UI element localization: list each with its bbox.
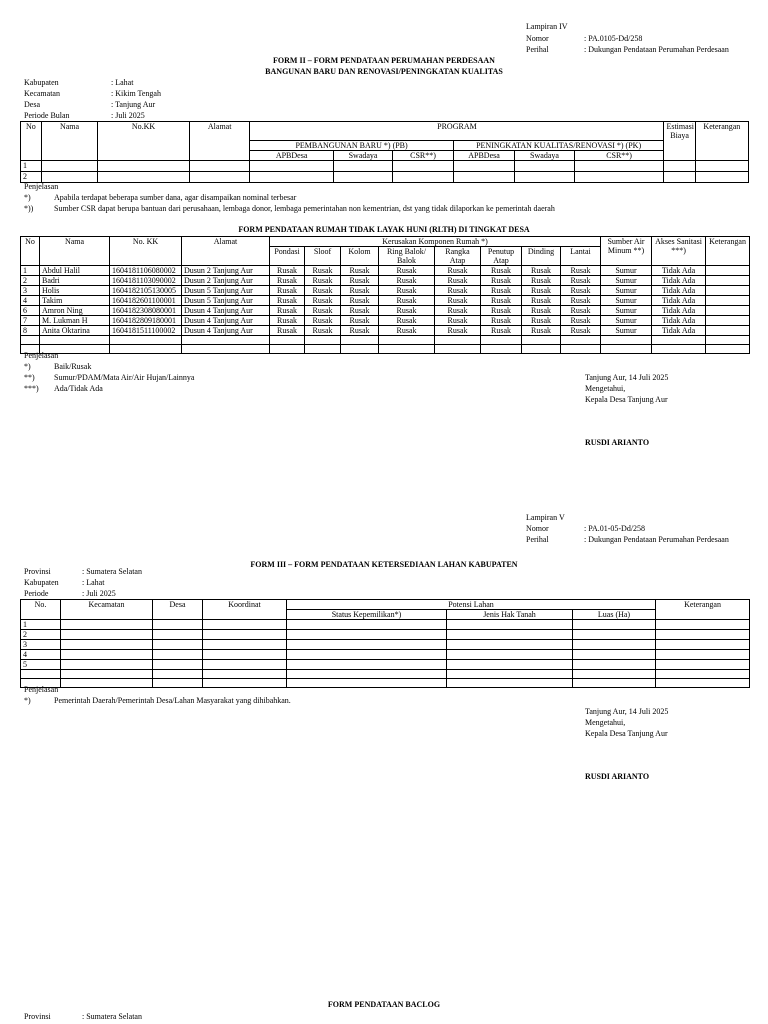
col-nokk: No. KK [110,237,182,266]
cell-lantai: Rusak [561,296,601,306]
cell-rangka-atap: Rusak [435,316,481,326]
info-label: Provinsi [24,567,51,576]
col-jenis-hak-tanah: Jenis Hak Tanah [447,610,573,620]
info-value: : Lahat [111,78,134,87]
table-row [21,266,750,276]
cell-keterangan [706,316,750,326]
cell-dinding: Rusak [522,316,561,326]
form-iii-body [21,620,750,688]
cell-rangka-atap: Rusak [435,276,481,286]
row-alamat: Dusun 5 Tanjung Aur [182,296,270,306]
row-alamat: Dusun 2 Tanjung Aur [182,276,270,286]
cell-akses-sanitasi: Tidak Ada [652,276,706,286]
row-nama: M. Lukman H [40,316,110,326]
form-iii-title: FORM III – FORM PENDATAAN KETERSEDIAAN LAHAN KABUPATEN [250,560,518,569]
col-pb: PEMBANGUNAN BARU *) (PB) [250,141,453,151]
info-value: : Juli 2025 [82,589,116,598]
lampiran-iv-perihal [526,45,766,55]
cell-akses-sanitasi: Tidak Ada [652,326,706,336]
form-iii-periode [24,589,224,599]
info-value: : Lahat [82,578,105,587]
cell-kolom: Rusak [341,286,379,296]
lampiran-v-nomor [526,524,766,534]
col-lantai: Lantai [561,247,601,266]
cell-sloof: Rusak [305,326,341,336]
rtlh-title: FORM PENDATAAN RUMAH TIDAK LAYAK HUNI (RLTH) DI TINGKAT DESA [238,225,530,234]
form-iii-sign-mengetahui: Mengetahui, [585,718,626,727]
row-no: 2 [21,630,61,640]
cell-lantai: Rusak [561,306,601,316]
row-no: 7 [21,316,40,326]
form-ii-desa [24,100,224,110]
row-no: 1 [21,266,40,276]
form-iii-table [20,599,750,688]
col-desa: Desa [153,600,203,620]
note-mark: *) [24,696,31,705]
form-ii-kabupaten [24,78,224,88]
col-nama: Nama [41,122,97,161]
cell-penutup-atap: Rusak [481,296,522,306]
cell-keterangan [706,286,750,296]
perihal-value: : Dukungan Pendataan Perumahan Perdesaan [584,45,729,54]
table-row [21,316,750,326]
col-keterangan: Keterangan [695,122,748,161]
col-kecamatan: Kecamatan [61,600,153,620]
col-pk-swadaya: Swadaya [515,151,574,161]
rtlh-sign-role: Kepala Desa Tanjung Aur [585,395,668,404]
row-nama: Abdul Halil [40,266,110,276]
baclog-provinsi [24,1012,224,1022]
cell-dinding: Rusak [522,266,561,276]
col-pondasi: Pondasi [270,247,305,266]
rtlh-body [21,266,750,354]
row-nama: Takim [40,296,110,306]
info-value: : Sumatera Selatan [82,567,142,576]
table-row [21,326,750,336]
table-row [21,679,750,688]
cell-rangka-atap: Rusak [435,286,481,296]
form-ii-note [24,193,724,203]
col-no: No [21,237,40,266]
cell-penutup-atap: Rusak [481,306,522,316]
lampiran-v-perihal [526,535,766,545]
row-no: 1 [21,161,42,172]
nomor-value: : PA.0105-Dd/258 [584,34,643,43]
row-no: 8 [21,326,40,336]
form-ii-title: FORM II – FORM PENDATAAN PERUMAHAN PERDESAAN [273,56,495,65]
col-akses-sanitasi: Akses Sanitasi ***) [652,237,706,266]
baclog-title: FORM PENDATAAN BACLOG [327,1000,441,1009]
cell-ring-balok: Rusak [379,306,435,316]
col-kerusakan: Kerusakan Komponen Rumah *) [270,237,601,247]
cell-dinding: Rusak [522,276,561,286]
cell-keterangan [706,326,750,336]
row-nokk: 1604181511100002 [110,326,182,336]
info-value: : Juli 2025 [111,111,145,120]
col-nama: Nama [40,237,110,266]
table-row [21,276,750,286]
info-label: Provinsi [24,1012,51,1021]
cell-dinding: Rusak [522,296,561,306]
note-mark: **) [24,373,35,382]
col-ring-balok: Ring Balok/ Balok [379,247,435,266]
cell-dinding: Rusak [522,306,561,316]
form-ii-notes-title: Penjelasan [24,182,59,191]
info-label: Kecamatan [24,89,60,98]
col-rangka-atap: Rangka Atap [435,247,481,266]
cell-akses-sanitasi: Tidak Ada [652,286,706,296]
cell-ring-balok: Rusak [379,286,435,296]
cell-penutup-atap: Rusak [481,326,522,336]
row-no: 6 [21,306,40,316]
col-potensi-lahan: Potensi Lahan [287,600,656,610]
cell-kolom: Rusak [341,316,379,326]
cell-lantai: Rusak [561,326,601,336]
cell-akses-sanitasi: Tidak Ada [652,266,706,276]
cell-dinding: Rusak [522,286,561,296]
cell-rangka-atap: Rusak [435,326,481,336]
col-dinding: Dinding [522,247,561,266]
rtlh-sign-mengetahui: Mengetahui, [585,384,626,393]
row-no: 4 [21,296,40,306]
row-nama: Amron Ning [40,306,110,316]
col-kolom: Kolom [341,247,379,266]
table-row [21,670,750,679]
row-alamat: Dusun 4 Tanjung Aur [182,306,270,316]
cell-pondasi: Rusak [270,286,305,296]
table-row [21,306,750,316]
col-alamat: Alamat [182,237,270,266]
col-status-kepemilikan: Status Kepemilikan*) [287,610,447,620]
form-iii-sign-role: Kepala Desa Tanjung Aur [585,729,668,738]
lampiran-v-title: Lampiran V [526,513,565,522]
form-ii-table [20,121,749,183]
cell-kolom: Rusak [341,326,379,336]
row-nokk: 1604182105130005 [110,286,182,296]
rtlh-sign-place-date: Tanjung Aur, 14 Juli 2025 [585,373,669,382]
lampiran-iv-title: Lampiran IV [526,22,568,31]
cell-penutup-atap: Rusak [481,286,522,296]
cell-pondasi: Rusak [270,326,305,336]
cell-pondasi: Rusak [270,316,305,326]
cell-ring-balok: Rusak [379,316,435,326]
cell-ring-balok: Rusak [379,326,435,336]
cell-sumber-air: Sumur [601,326,652,336]
form-ii-note [24,204,724,214]
nomor-label: Nomor [526,34,549,43]
form-iii-sign-name: RUSDI ARIANTO [585,772,650,781]
col-sloof: Sloof [305,247,341,266]
row-nama: Badri [40,276,110,286]
note-mark: *)) [24,204,34,213]
form-iii-provinsi [24,567,224,577]
table-row [21,286,750,296]
cell-sloof: Rusak [305,316,341,326]
row-nokk: 1604181103090002 [110,276,182,286]
perihal-label: Perihal [526,45,549,54]
cell-keterangan [706,296,750,306]
cell-sumber-air: Sumur [601,296,652,306]
cell-sumber-air: Sumur [601,306,652,316]
cell-sloof: Rusak [305,276,341,286]
info-value: : Tanjung Aur [111,100,156,109]
cell-pondasi: Rusak [270,276,305,286]
cell-pondasi: Rusak [270,296,305,306]
table-row [21,650,750,660]
col-program: PROGRAM [250,122,664,141]
col-keterangan: Keterangan [706,237,750,266]
col-pb-csr: CSR**) [393,151,453,161]
cell-pondasi: Rusak [270,306,305,316]
cell-kolom: Rusak [341,296,379,306]
lampiran-iv-nomor [526,34,766,44]
rtlh-note [24,362,324,372]
col-sumber-air: Sumber Air Minum **) [601,237,652,266]
note-text: Pemerintah Daerah/Pemerintah Desa/Lahan Masyarakat yang dihibahkan. [54,696,291,705]
note-text: Baik/Rusak [54,362,92,371]
col-penutup-atap: Penutup Atap [481,247,522,266]
cell-sumber-air: Sumur [601,276,652,286]
col-pk: PENINGKATAN KUALITAS/RENOVASI *) (PK) [453,141,664,151]
rtlh-notes-title: Penjelasan [24,351,59,360]
info-label: Periode [24,589,49,598]
info-label: Periode Bulan [24,111,70,120]
cell-sloof: Rusak [305,286,341,296]
table-row [21,345,750,354]
form-iii-sign-place-date: Tanjung Aur, 14 Juli 2025 [585,707,669,716]
note-mark: ***) [24,384,39,393]
cell-penutup-atap: Rusak [481,266,522,276]
row-nama: Anita Oktarina [40,326,110,336]
col-estimasi: Estimasi Biaya [664,122,695,161]
col-pb-apbdesa: APBDesa [250,151,333,161]
row-no: 5 [21,660,61,670]
cell-rangka-atap: Rusak [435,266,481,276]
col-pb-swadaya: Swadaya [333,151,392,161]
table-row [21,620,750,630]
col-koordinat: Koordinat [203,600,287,620]
info-label: Desa [24,100,40,109]
cell-kolom: Rusak [341,306,379,316]
cell-akses-sanitasi: Tidak Ada [652,306,706,316]
col-luas: Luas (Ha) [573,610,656,620]
row-alamat: Dusun 2 Tanjung Aur [182,266,270,276]
table-row [21,660,750,670]
row-no: 3 [21,640,61,650]
row-alamat: Dusun 4 Tanjung Aur [182,316,270,326]
row-no: 2 [21,172,42,183]
col-keterangan: Keterangan [656,600,750,620]
form-ii-subtitle: BANGUNAN BARU DAN RENOVASI/PENINGKATAN KUALITAS [265,67,503,76]
form-ii-periode [24,111,224,121]
perihal-value: : Dukungan Pendataan Perumahan Perdesaan [584,535,729,544]
cell-lantai: Rusak [561,276,601,286]
cell-ring-balok: Rusak [379,296,435,306]
cell-sumber-air: Sumur [601,316,652,326]
cell-dinding: Rusak [522,326,561,336]
row-alamat: Dusun 5 Tanjung Aur [182,286,270,296]
cell-rangka-atap: Rusak [435,296,481,306]
cell-keterangan [706,266,750,276]
col-pk-csr: CSR**) [574,151,664,161]
cell-pondasi: Rusak [270,266,305,276]
table-row [21,161,749,172]
row-no: 1 [21,620,61,630]
row-no: 2 [21,276,40,286]
table-row [21,640,750,650]
cell-akses-sanitasi: Tidak Ada [652,296,706,306]
cell-kolom: Rusak [341,266,379,276]
cell-keterangan [706,306,750,316]
row-nokk: 1604182601100001 [110,296,182,306]
cell-penutup-atap: Rusak [481,276,522,286]
table-row [21,296,750,306]
cell-sumber-air: Sumur [601,286,652,296]
row-no: 3 [21,286,40,296]
table-row [21,336,750,345]
note-text: Sumber CSR dapat berupa bantuan dari perusahaan, lembaga donor, lembaga pemerintahan non kementrian, dst yang tidak dilaporkan ke pemerintah daerah [54,204,555,213]
row-nama: Holis [40,286,110,296]
cell-lantai: Rusak [561,316,601,326]
table-row [21,630,750,640]
cell-rangka-atap: Rusak [435,306,481,316]
note-mark: *) [24,362,31,371]
cell-lantai: Rusak [561,266,601,276]
note-mark: *) [24,193,31,202]
row-alamat: Dusun 4 Tanjung Aur [182,326,270,336]
cell-sloof: Rusak [305,296,341,306]
col-pk-apbdesa: APBDesa [453,151,515,161]
note-text: Ada/Tidak Ada [54,384,103,393]
info-value: : Kikim Tengah [111,89,161,98]
row-nokk: 1604182809180001 [110,316,182,326]
row-nokk: 1604182308080001 [110,306,182,316]
cell-akses-sanitasi: Tidak Ada [652,316,706,326]
cell-keterangan [706,276,750,286]
nomor-label: Nomor [526,524,549,533]
cell-sumber-air: Sumur [601,266,652,276]
rtlh-sign-name: RUSDI ARIANTO [585,438,650,447]
note-text: Apabila terdapat beberapa sumber dana, agar disampaikan nominal terbesar [54,193,297,202]
form-ii-kecamatan [24,89,224,99]
col-no: No [21,122,42,161]
cell-lantai: Rusak [561,286,601,296]
cell-sloof: Rusak [305,266,341,276]
col-nokk: No.KK [98,122,190,161]
row-no: 4 [21,650,61,660]
cell-kolom: Rusak [341,276,379,286]
cell-penutup-atap: Rusak [481,316,522,326]
info-value: : Sumatera Selatan [82,1012,142,1021]
info-label: Kabupaten [24,78,59,87]
form-iii-kabupaten [24,578,224,588]
row-nokk: 1604181106080002 [110,266,182,276]
form-iii-notes-title: Penjelasan [24,685,59,694]
nomor-value: : PA.01-05-Dd/258 [584,524,646,533]
rtlh-table [20,236,750,354]
rtlh-note [24,384,324,394]
cell-ring-balok: Rusak [379,276,435,286]
form-iii-note [24,696,424,706]
col-alamat: Alamat [189,122,249,161]
col-no: No. [21,600,61,620]
note-text: Sumur/PDAM/Mata Air/Air Hujan/Lainnya [54,373,195,382]
table-row [21,172,749,183]
info-label: Kabupaten [24,578,59,587]
perihal-label: Perihal [526,535,549,544]
rtlh-note [24,373,324,383]
cell-ring-balok: Rusak [379,266,435,276]
cell-sloof: Rusak [305,306,341,316]
